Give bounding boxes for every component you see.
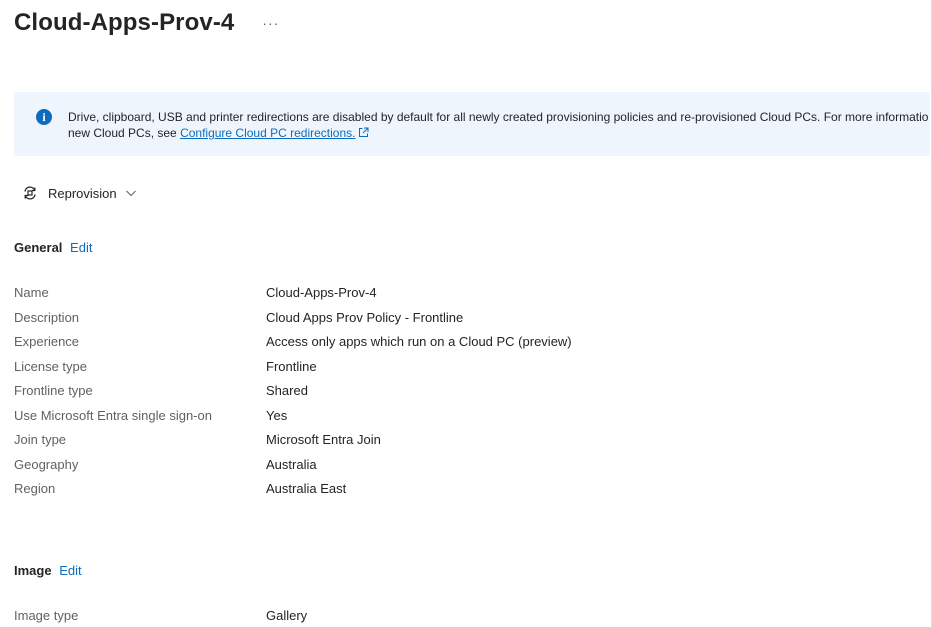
image-edit-link[interactable]: Edit [59, 563, 82, 578]
title-row [14, 9, 279, 37]
ellipsis-icon[interactable]: ··· [262, 15, 280, 31]
general-section-heading [14, 240, 92, 255]
configure-redirections-link[interactable]: Configure Cloud PC redirections. [180, 126, 356, 140]
info-banner [14, 92, 930, 156]
banner-text [68, 109, 930, 141]
property-value: Microsoft Entra Join [266, 432, 381, 447]
property-label: Geography [14, 457, 79, 472]
info-icon: i [36, 109, 52, 125]
banner-text-line1: Drive, clipboard, USB and printer redirections are disabled by default for all newly created provisioning policies and re-provisioned Cloud PCs. For more informatio [68, 110, 929, 124]
property-label: Experience [14, 334, 80, 349]
reprovision-button[interactable] [22, 185, 137, 201]
property-value: Yes [266, 408, 288, 423]
property-value: Cloud-Apps-Prov-4 [266, 285, 377, 300]
image-heading-text: Image [14, 563, 52, 578]
property-value: Shared [266, 383, 308, 398]
property-label: Description [14, 310, 80, 325]
general-edit-link[interactable]: Edit [70, 240, 93, 255]
property-value: Access only apps which run on a Cloud PC (preview) [266, 334, 572, 349]
property-label: Join type [14, 432, 67, 447]
reprovision-label: Reprovision [48, 185, 117, 201]
page-title: Cloud-Apps-Prov-4 [14, 9, 235, 36]
banner-text-prefix: new Cloud PCs, see [68, 126, 181, 140]
property-label: Use Microsoft Entra single sign-on [14, 408, 212, 423]
external-link-icon [358, 127, 369, 138]
property-label: Name [14, 285, 49, 300]
general-heading-text: General [14, 240, 63, 255]
chevron-down-icon [125, 187, 137, 199]
property-value: Cloud Apps Prov Policy - Frontline [266, 310, 464, 325]
property-value: Australia [266, 457, 317, 472]
property-value: Australia East [266, 481, 347, 496]
banner-text-line2 [68, 125, 930, 141]
property-label: License type [14, 359, 87, 374]
property-label: Image type [14, 608, 79, 623]
property-label: Frontline type [14, 383, 93, 398]
property-label: Region [14, 481, 56, 496]
property-value: Gallery [266, 608, 308, 623]
image-section-heading [14, 563, 82, 578]
reprovision-icon [22, 185, 38, 201]
property-value: Frontline [266, 359, 317, 374]
